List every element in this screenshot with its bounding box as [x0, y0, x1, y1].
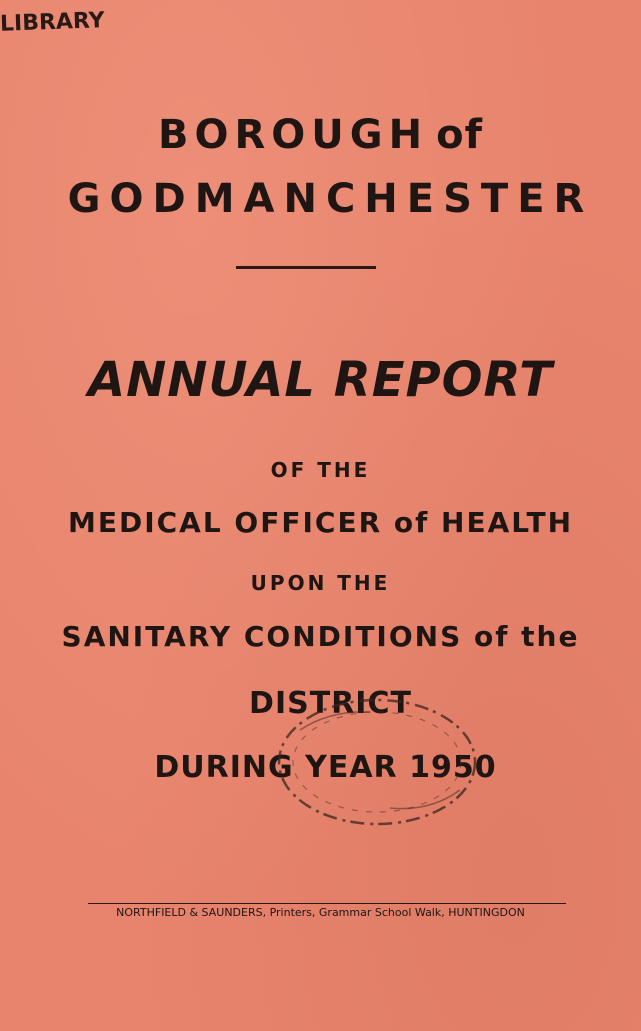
- sanitary-conditions-line: SANITARY CONDITIONS of the: [61, 620, 580, 653]
- during-year-line: DURING YEAR 1950: [154, 750, 497, 785]
- of-the-label: OF THE: [270, 458, 371, 482]
- borough-heading: [0, 112, 641, 158]
- printer-imprint: NORTHFIELD & SAUNDERS, Printers, Grammar School Walk, HUNTINGDON: [116, 906, 525, 919]
- district-line: DISTRICT: [249, 686, 412, 721]
- medical-officer-line: MEDICAL OFFICER of HEALTH: [67, 506, 574, 539]
- borough-word: BOROUGH: [158, 112, 429, 158]
- printer-divider: [88, 903, 566, 904]
- borough-of: of: [436, 112, 483, 158]
- town-name: GODMANCHESTER: [67, 176, 594, 222]
- annual-report-title: ANNUAL REPORT: [87, 352, 554, 408]
- short-divider: [236, 266, 376, 269]
- library-stamp-text: LIBRARY: [0, 8, 106, 37]
- upon-the-label: UPON THE: [250, 571, 391, 595]
- library-round-stamp: [270, 690, 485, 835]
